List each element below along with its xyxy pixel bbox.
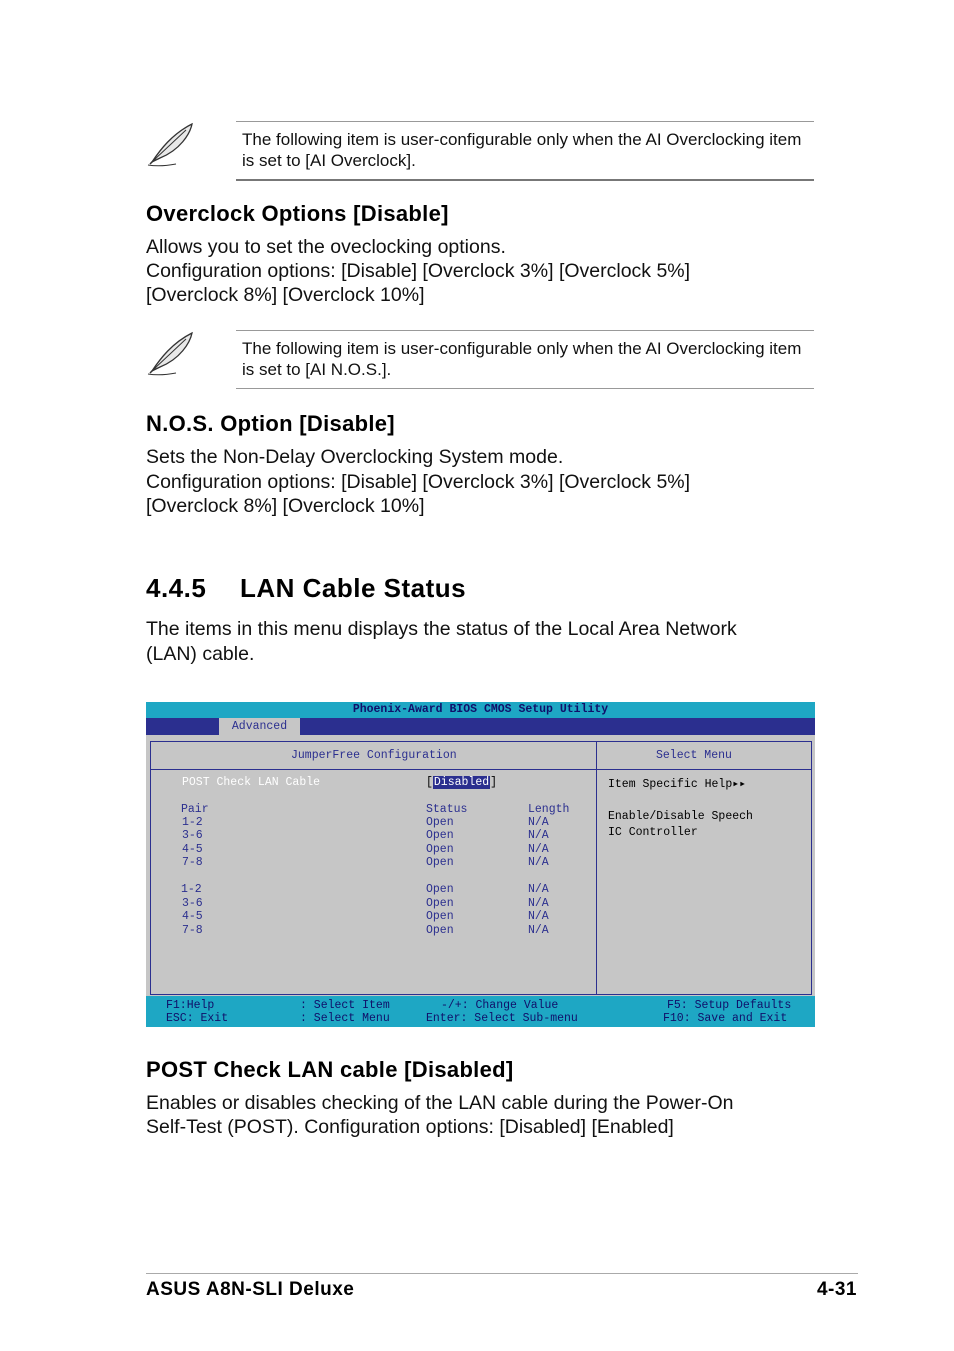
body-line: Self-Test (POST). Configuration options: [Disabled] [Enabled]	[146, 1116, 674, 1138]
pair-cell: 1-2	[182, 816, 203, 829]
length-cell: N/A	[528, 897, 549, 910]
note-text: The following item is user-configurable only when the AI Overclocking item is set to [AI N.O.S.].	[242, 339, 802, 379]
table-header-status: Status	[426, 803, 468, 816]
table-header-pair: Pair	[181, 803, 209, 816]
double-arrow-icon: ▸▸	[732, 778, 747, 791]
bracket: ]	[490, 776, 498, 789]
status-cell: Open	[426, 897, 454, 910]
pair-cell: 1-2	[181, 883, 202, 896]
footer-product-name: ASUS A8N-SLI Deluxe	[146, 1279, 355, 1300]
section-heading: Overclock Options [Disable]	[146, 201, 449, 226]
pair-cell: 7-8	[182, 856, 203, 869]
bios-panel-title: JumperFree Configuration	[291, 749, 457, 762]
body-line: Sets the Non-Delay Overclocking System mode.	[146, 446, 564, 468]
subsection-number: 4.4.5	[146, 573, 207, 603]
note-bottom-rule	[236, 388, 814, 389]
help-heading	[608, 778, 746, 792]
footer-key: F5: Setup Defaults	[667, 999, 792, 1012]
bios-item-value[interactable]	[426, 776, 497, 790]
body-line: [Overclock 8%] [Overclock 10%]	[146, 495, 425, 517]
table-header-length: Length	[528, 803, 570, 816]
length-cell: N/A	[528, 910, 549, 923]
bios-title-bar: Phoenix-Award BIOS CMOS Setup Utility	[146, 702, 815, 718]
status-cell: Open	[426, 924, 454, 937]
status-cell: Open	[426, 843, 454, 856]
footer-key: -/+: Change Value	[441, 999, 559, 1012]
footer-key: ESC: Exit	[166, 1012, 229, 1025]
body-line: Allows you to set the oveclocking options.	[146, 236, 506, 258]
footer-key: Enter: Select Sub-menu	[426, 1012, 578, 1025]
subsection-heading	[146, 573, 466, 604]
length-cell: N/A	[528, 924, 549, 937]
bios-header-divider	[150, 769, 811, 770]
bios-footer-bar	[146, 996, 815, 1027]
footer-page-number: 4-31	[816, 1279, 857, 1300]
bios-screen	[146, 702, 815, 1027]
bios-help-title: Select Menu	[656, 749, 732, 762]
status-cell: Open	[426, 829, 454, 842]
note-text: The following item is user-configurable only when the AI Overclocking item is set to [AI Overclock].	[242, 130, 802, 170]
pair-cell: 7-8	[182, 924, 203, 937]
status-cell: Open	[426, 856, 454, 869]
body-line: Enables or disables checking of the LAN cable during the Power-On	[146, 1092, 734, 1114]
pair-cell: 4-5	[182, 843, 203, 856]
help-text-line: Enable/Disable Speech	[608, 810, 753, 823]
footer-key: F1:Help	[166, 999, 215, 1012]
bios-tab-advanced[interactable]: Advanced	[219, 718, 300, 735]
length-cell: N/A	[528, 829, 549, 842]
note-bottom-rule	[236, 179, 814, 181]
length-cell: N/A	[528, 843, 549, 856]
body-line: The items in this menu displays the status of the Local Area Network	[146, 618, 737, 640]
footer-key: : Select Item	[300, 999, 390, 1012]
pair-cell: 3-6	[182, 829, 203, 842]
length-cell: N/A	[528, 816, 549, 829]
body-line: [Overclock 8%] [Overclock 10%]	[146, 284, 425, 306]
footer-rule	[146, 1273, 858, 1274]
bracket: [	[426, 776, 433, 789]
pair-cell: 4-5	[182, 910, 203, 923]
bios-panel-divider	[596, 741, 597, 994]
body-line: Configuration options: [Disable] [Overclock 3%] [Overclock 5%]	[146, 260, 691, 282]
note-top-rule	[236, 121, 814, 122]
bios-item-selected-value[interactable]: Disabled	[433, 776, 490, 789]
status-cell: Open	[426, 910, 454, 923]
subsection-title: LAN Cable Status	[240, 573, 467, 603]
help-heading-label: Item Specific Help	[608, 778, 733, 791]
feather-pen-icon	[146, 329, 198, 377]
length-cell: N/A	[528, 883, 549, 896]
pair-cell: 3-6	[182, 897, 203, 910]
help-text-line: IC Controller	[608, 826, 698, 839]
body-line: (LAN) cable.	[146, 643, 255, 665]
note-top-rule	[236, 330, 814, 331]
status-cell: Open	[426, 883, 454, 896]
length-cell: N/A	[528, 856, 549, 869]
section-heading: N.O.S. Option [Disable]	[146, 411, 395, 436]
footer-key: : Select Menu	[300, 1012, 390, 1025]
bios-item-label[interactable]: POST Check LAN Cable	[182, 776, 321, 789]
footer-key: F10: Save and Exit	[663, 1012, 788, 1025]
body-line: Configuration options: [Disable] [Overclock 3%] [Overclock 5%]	[146, 471, 691, 493]
feather-pen-icon	[146, 120, 198, 168]
status-cell: Open	[426, 816, 454, 829]
section-heading: POST Check LAN cable [Disabled]	[146, 1057, 514, 1082]
